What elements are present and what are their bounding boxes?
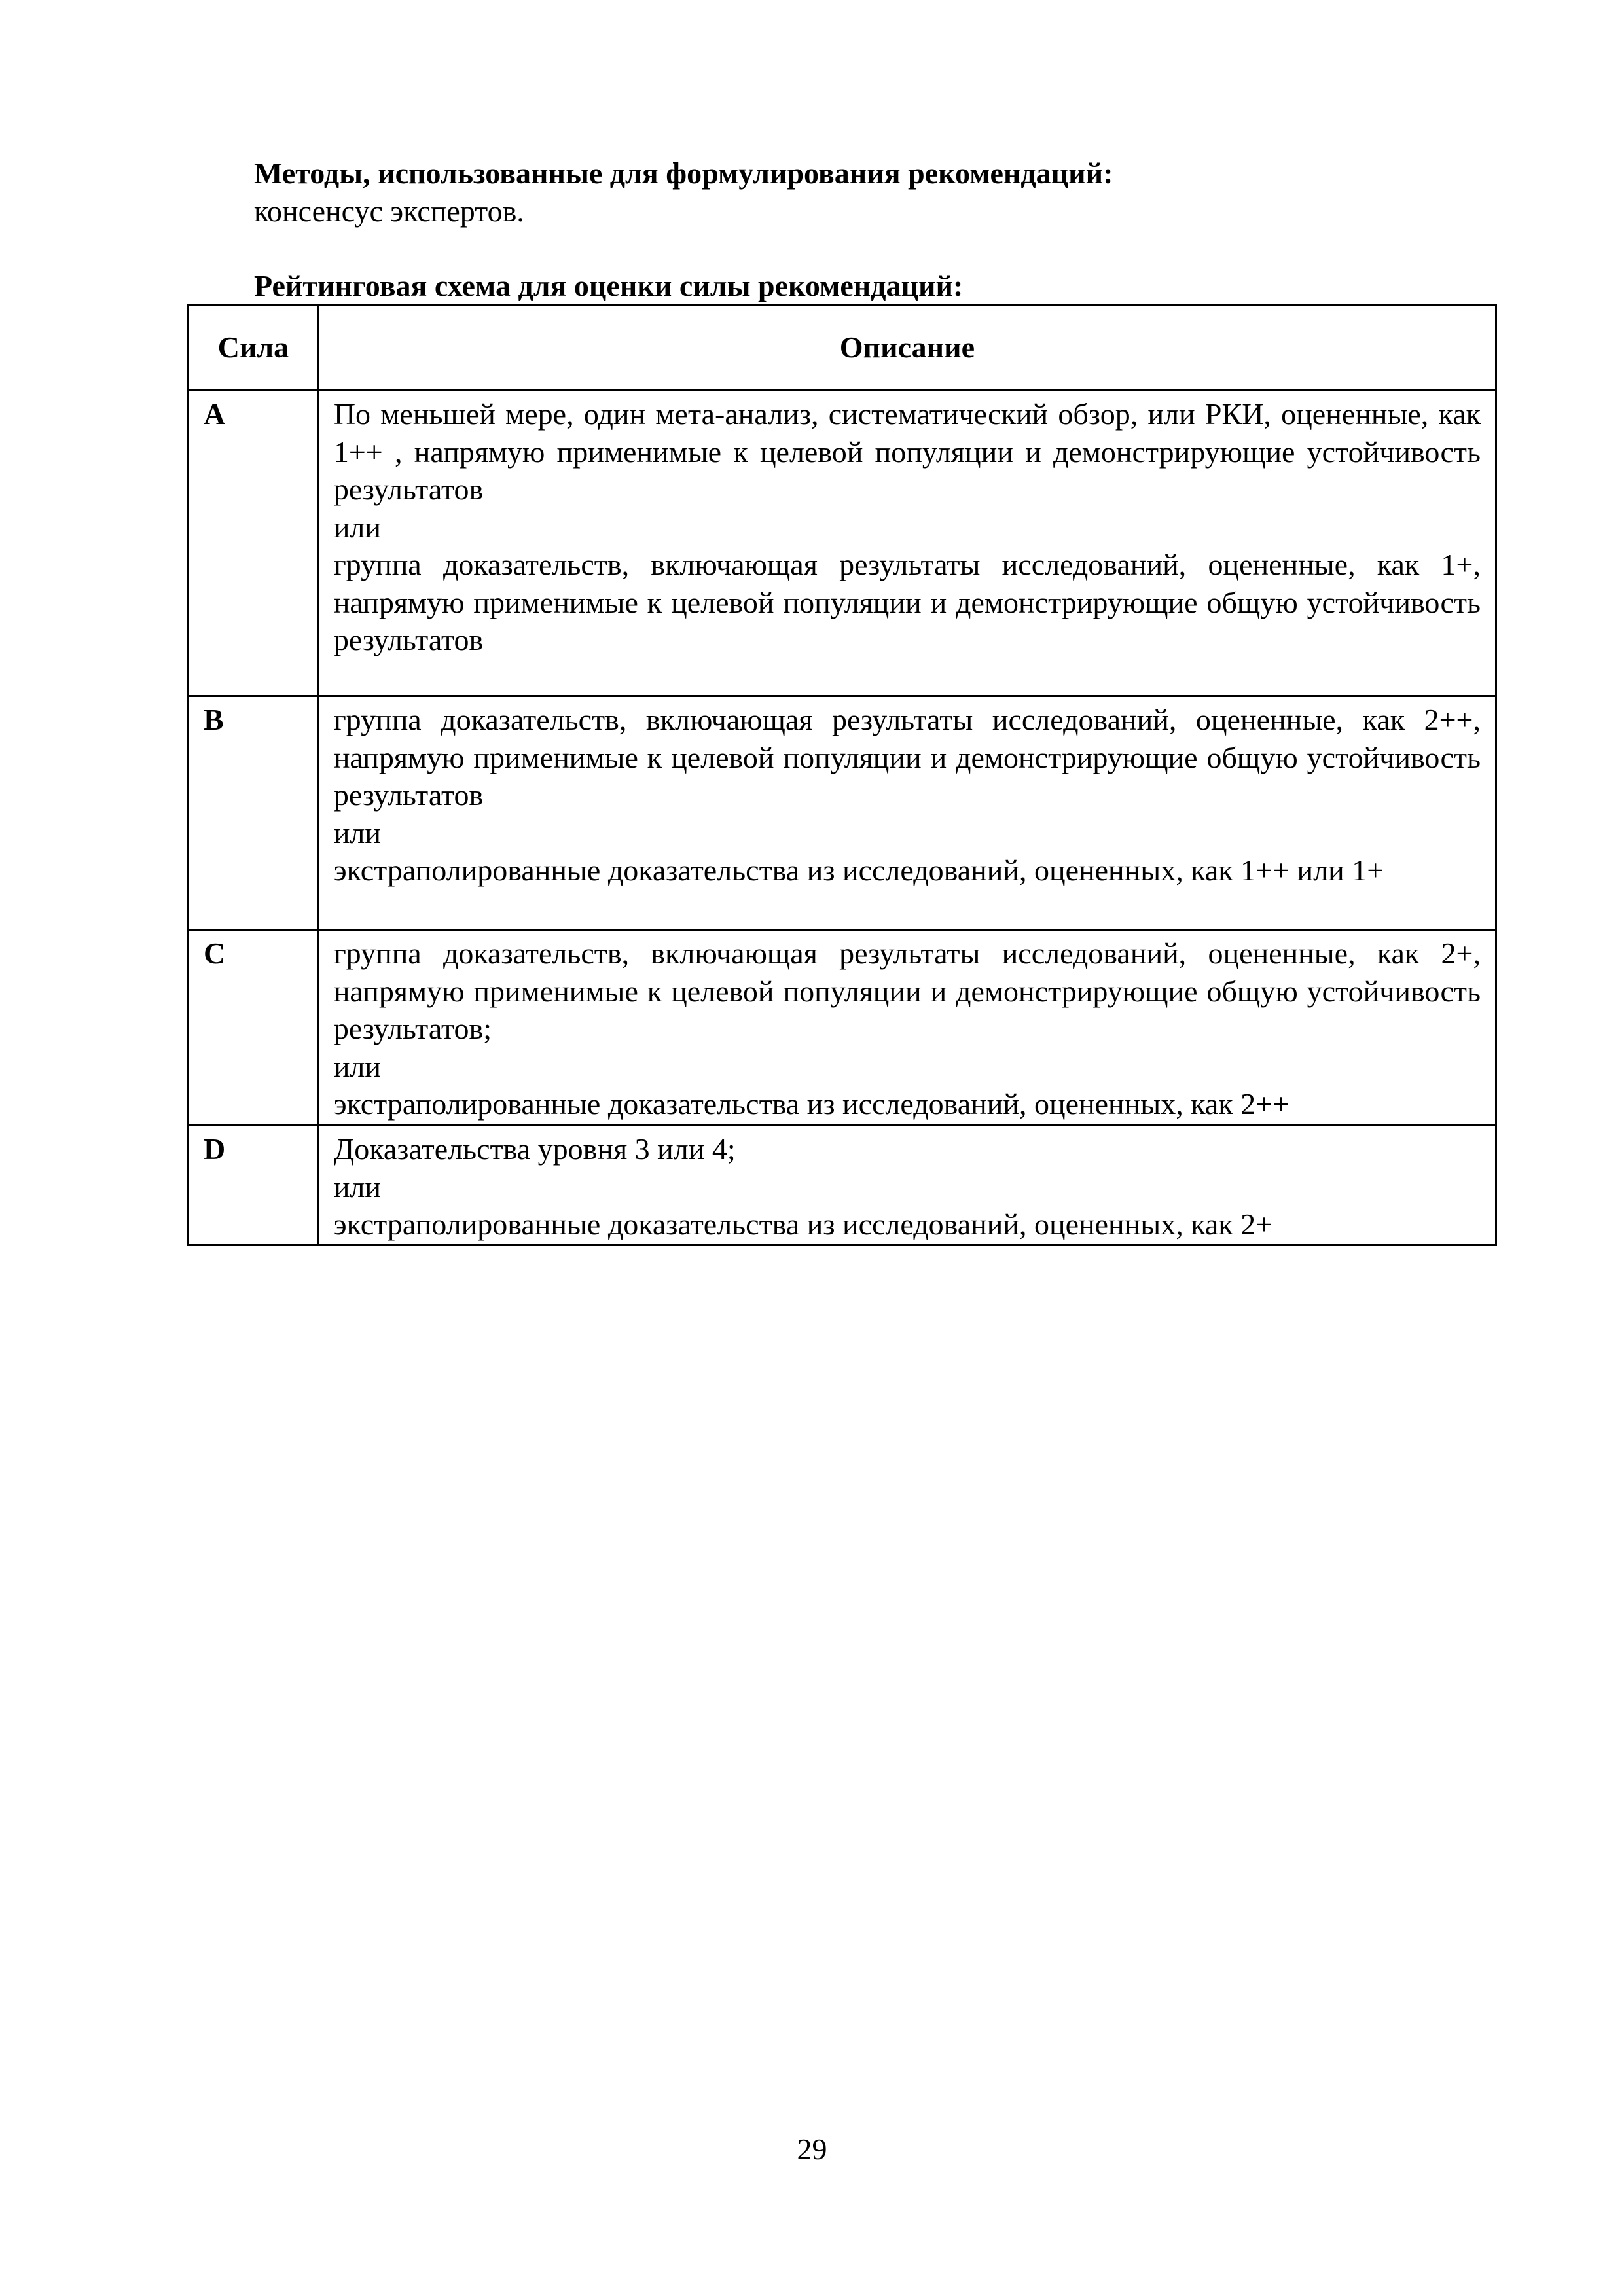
column-header-description: Описание <box>318 305 1496 391</box>
description-paragraph: экстраполированные доказательства из исследований, оцененных, как 1++ или 1+ <box>333 853 1384 887</box>
grade-cell: C <box>189 930 319 1126</box>
grade-cell: A <box>189 391 319 696</box>
rating-scheme-table <box>187 304 1497 1246</box>
description-paragraph: группа доказательств, включающая результаты исследований, оцененные, как 1+, напрямую применимые к целевой популяции и демонстрирующие общую устойчивость результатов <box>333 548 1481 656</box>
description-paragraph: экстраполированные доказательства из исследований, оцененных, как 2+ <box>333 1208 1273 1241</box>
page-number: 29 <box>797 2132 827 2166</box>
description-cell <box>318 1126 1496 1245</box>
description-cell <box>318 930 1496 1126</box>
table-row <box>189 696 1496 930</box>
rating-scheme-heading: Рейтинговая схема для оценки силы рекомендаций: <box>254 269 964 302</box>
grade-cell: D <box>189 1126 319 1245</box>
methods-heading: Методы, использованные для формулирования рекомендаций: <box>254 156 1113 190</box>
description-paragraph: группа доказательств, включающая результаты исследований, оцененные, как 2+, напрямую применимые к целевой популяции и демонстрирующие общую устойчивость результатов; <box>333 937 1481 1045</box>
description-paragraph: По меньшей мере, один мета-анализ, систематический обзор, или РКИ, оцененные, как 1++ , напрямую применимые к целевой популяции и демонстрирующие устойчивость результатов <box>333 397 1481 506</box>
grade-cell: B <box>189 696 319 930</box>
methods-body: консенсус экспертов. <box>254 194 524 228</box>
description-cell <box>318 391 1496 696</box>
description-paragraph: экстраполированные доказательства из исследований, оцененных, как 2++ <box>333 1087 1290 1121</box>
description-paragraph: или <box>333 1049 382 1083</box>
description-paragraph: или <box>333 816 382 850</box>
description-paragraph: группа доказательств, включающая результаты исследований, оцененные, как 2++, напрямую применимые к целевой популяции и демонстрирующие общую устойчивость результатов <box>333 703 1481 812</box>
description-cell <box>318 696 1496 930</box>
description-paragraph: или <box>333 1170 382 1204</box>
description-paragraph: или <box>333 510 382 544</box>
methods-section <box>254 154 1498 230</box>
table-row <box>189 930 1496 1126</box>
table-header-row <box>189 305 1496 391</box>
column-header-grade: Сила <box>189 305 319 391</box>
description-paragraph: Доказательства уровня 3 или 4; <box>333 1132 736 1166</box>
table-row <box>189 391 1496 696</box>
table-row <box>189 1126 1496 1245</box>
